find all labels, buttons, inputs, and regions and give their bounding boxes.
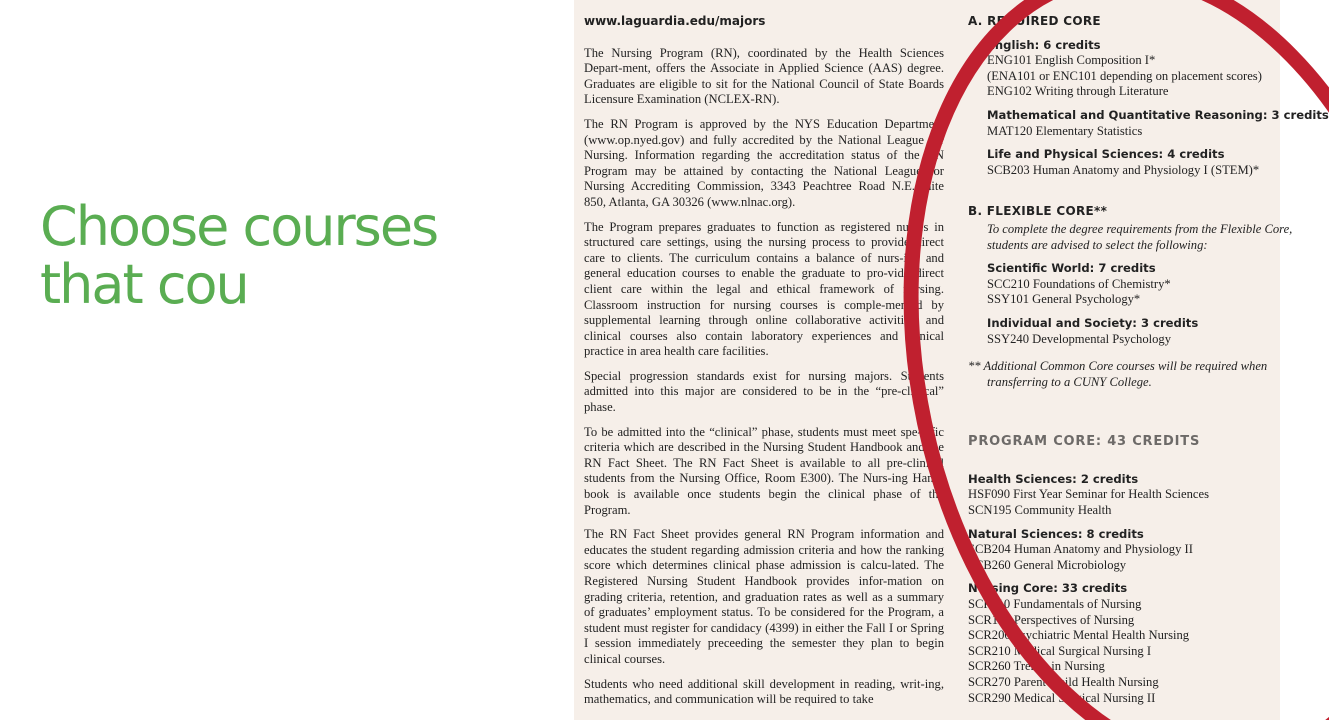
course-line: SCC210 Foundations of Chemistry* [987,276,1171,291]
group-heading: Life and Physical Sciences: 4 credits [987,147,1225,162]
document-left-column [584,14,944,717]
course-line: SCR150 Perspectives of Nursing [968,612,1135,627]
headline-line-2: that cou [40,253,248,316]
flexible-note-line: transferring to a CUNY College. [987,374,1152,389]
course-line: HSF090 First Year Seminar for Health Sciences [968,487,1210,502]
course-line: SCR270 Parent-Child Health Nursing [968,675,1159,689]
paragraph: The Program prepares graduates to function as registered nurses in structured care settings, using the nursing process to provide direct care to clients. The curriculum contains a balance of nurs-ing and general education courses to enable the graduate to pro-vide direct client care within the legal and ethical framework of nursing. Classroom instruction for nursing courses is comple-mented by supplemental learning through online collaborative activities, and clinical courses also contain laboratory experiences and clinical practice in area health care facilities. [584,219,944,359]
paragraph: Special progression standards exist for nursing majors. Students admitted into this major are considered to be in the “pre-clinical” phase. [584,368,944,415]
course-line: SCN195 Community Health [968,503,1112,518]
flexible-core-title: B. FLEXIBLE CORE** [968,204,1108,219]
document-right-column [968,14,1329,706]
course-line: SCR210 Medical Surgical Nursing I [968,643,1152,658]
course-line: (ENA101 or ENC101 depending on placement scores) [987,68,1262,83]
course-line: SSY101 General Psychology* [987,292,1141,307]
flexible-intro-line: students are advised to select the following: [987,237,1208,252]
group-heading: English: 6 credits [987,37,1101,52]
paragraph: The RN Fact Sheet provides general RN Program information and educates the student regarding admission criteria and how the ranking score which determines clinical phase admission is calcu-lated. The Registered Nursing Student Handbook provides infor-mation on grading criteria, retention, and graduation rates as well as a summary of graduates’ employment status. To be considered for the Program, a student must register for candidacy (4399) in either the Fall I or Spring I session immediately preceeding the semester they plan to begin clinical courses. [584,527,944,666]
required-core-title: A. REQUIRED CORE [968,14,1101,28]
headline-line-1: Choose courses [40,195,438,258]
course-line: SCR260 Trends in Nursing [968,659,1105,674]
course-line: SCR110 Fundamentals of Nursing [968,597,1142,612]
course-line: SCB260 General Microbiology [968,557,1127,572]
course-line: SCR200 Psychiatric Mental Health Nursing [968,628,1190,643]
headline [40,195,438,316]
program-core-title: PROGRAM CORE: 43 CREDITS [968,434,1201,450]
flexible-note-line: ** Additional Common Core courses will be required when [968,359,1268,374]
group-heading: Scientific World: 7 credits [987,261,1156,276]
course-line: SSY240 Developmental Psychology [987,331,1171,346]
document-scan [574,0,1329,720]
paragraph: The Nursing Program (RN), coordinated by the Health Sciences Depart-ment, offers the Associate in Applied Science (AAS) degree. Graduates are eligible to sit for the National Council of State Boards Licensure Examination (NCLEX-RN). [584,45,944,107]
course-line: SCR290 Medical Surgical Nursing II [968,690,1156,705]
course-line: ENG101 English Composition I* [987,53,1156,68]
paragraph: Students who need additional skill development in reading, writ-ing, mathematics, and communication will be required to take [584,676,944,707]
course-line: MAT120 Elementary Statistics [987,123,1143,138]
group-heading: Individual and Society: 3 credits [987,315,1199,330]
course-line: SCB203 Human Anatomy and Physiology I (STEM)* [987,162,1260,177]
flexible-intro-line: To complete the degree requirements from the Flexible Core, [987,221,1293,236]
group-heading: Mathematical and Quantitative Reasoning: 3 credits [987,107,1329,122]
paragraph: The RN Program is approved by the NYS Education Department (www.op.nyed.gov) and fully accredited by the National League for Nursing. Information regarding the accreditation status of the RN Program may be attained by contacting the National League for Nursing Accrediting Commission, 3343 Peachtree Road N.E.,Suite 850, Atlanta, GA 30326 (www.nlnac.org). [584,116,944,209]
course-line: SCB204 Human Anatomy and Physiology II [968,542,1193,557]
group-heading: Health Sciences: 2 credits [968,471,1139,486]
course-line: ENG102 Writing through Literature [987,84,1169,99]
group-heading: Nursing Core: 33 credits [968,581,1128,596]
paragraph: To be admitted into the “clinical” phase, students must meet spe-cific criteria which are described in the Nursing Student Handbook and the RN Fact Sheet. The RN Fact Sheet is available to all pre-clinical students from the Nursing Office, Room E300). The Nurs-ing Hand- book is available once students begin the clinical phase of the Program. [584,424,944,517]
document-url: www.laguardia.edu/majors [584,14,766,28]
group-heading: Natural Sciences: 8 credits [968,526,1144,541]
